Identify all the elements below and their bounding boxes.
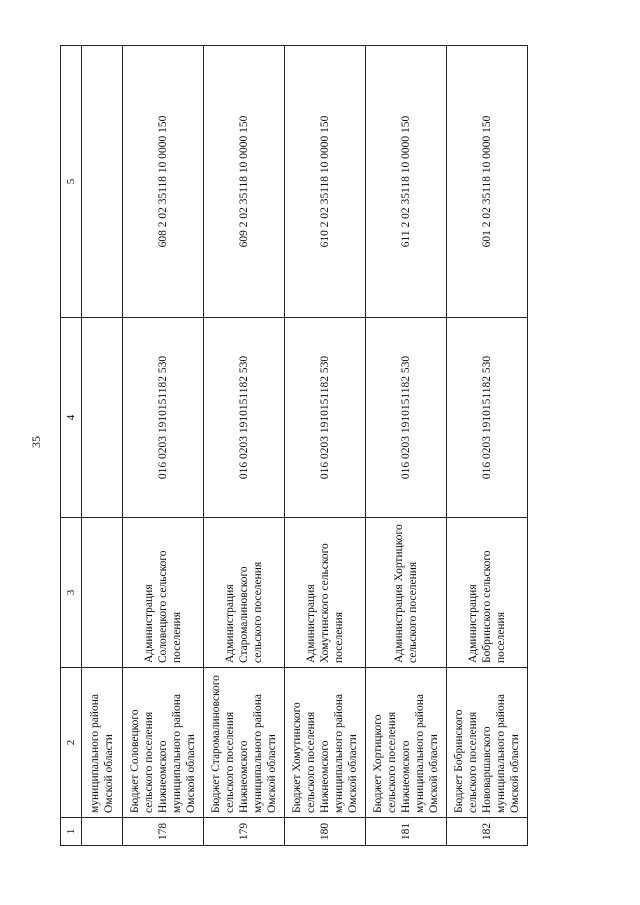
page-number: 35 — [29, 436, 43, 448]
row-number: 178 — [123, 818, 204, 846]
budget-name: Бюджет Старомалиновского сельского поселения Нижнеомского муниципального района Омской области — [204, 668, 285, 818]
revenue-code: 608 2 02 35118 10 0000 150 — [123, 46, 204, 318]
classification-code: 016 0203 1910151182 530 — [204, 318, 285, 518]
row-number: 180 — [285, 818, 366, 846]
classification-code: 016 0203 1910151182 530 — [285, 318, 366, 518]
budget-table — [60, 45, 528, 846]
administrator-name: Администрация Хомутинского сельского поселения — [285, 518, 366, 668]
continuation-code — [82, 318, 123, 518]
budget-name: Бюджет Хортицкого сельского поселения Нижнеомского муниципального района Омской области — [366, 668, 447, 818]
continuation-budget: муниципального района Омской области — [82, 668, 123, 818]
classification-code: 016 0203 1910151182 530 — [366, 318, 447, 518]
header-col-5: 5 — [61, 46, 82, 318]
header-col-3: 3 — [61, 518, 82, 668]
table-row — [204, 46, 285, 846]
budget-name: Бюджет Соловецкого сельского поселения Нижнеомского муниципального района Омской области — [123, 668, 204, 818]
revenue-code: 609 2 02 35118 10 0000 150 — [204, 46, 285, 318]
administrator-name: Администрация Хортицкого сельского поселения — [366, 518, 447, 668]
classification-code: 016 0203 1910151182 530 — [447, 318, 528, 518]
table-row — [447, 46, 528, 846]
continuation-kbk — [82, 46, 123, 318]
row-number: 181 — [366, 818, 447, 846]
table-row — [366, 46, 447, 846]
header-col-2: 2 — [61, 668, 82, 818]
table-row — [123, 46, 204, 846]
rotated-table-container — [60, 46, 580, 846]
revenue-code: 611 2 02 35118 10 0000 150 — [366, 46, 447, 318]
row-number: 182 — [447, 818, 528, 846]
administrator-name: Администрация Соловецкого сельского поселения — [123, 518, 204, 668]
budget-name: Бюджет Хомутинского сельского поселения Нижнеомского муниципального района Омской области — [285, 668, 366, 818]
table-row — [285, 46, 366, 846]
administrator-name: Администрация Старомалиновского сельского поселения — [204, 518, 285, 668]
administrator-name: Администрация Бобринского сельского поселения — [447, 518, 528, 668]
revenue-code: 601 2 02 35118 10 0000 150 — [447, 46, 528, 318]
row-number: 179 — [204, 818, 285, 846]
header-col-4: 4 — [61, 318, 82, 518]
continuation-num — [82, 818, 123, 846]
continuation-admin — [82, 518, 123, 668]
revenue-code: 610 2 02 35118 10 0000 150 — [285, 46, 366, 318]
continuation-row — [82, 46, 123, 846]
header-row — [61, 46, 82, 846]
classification-code: 016 0203 1910151182 530 — [123, 318, 204, 518]
header-col-1: 1 — [61, 818, 82, 846]
budget-name: Бюджет Бобринского сельского поселения Нововаршавского муниципального района Омской области — [447, 668, 528, 818]
